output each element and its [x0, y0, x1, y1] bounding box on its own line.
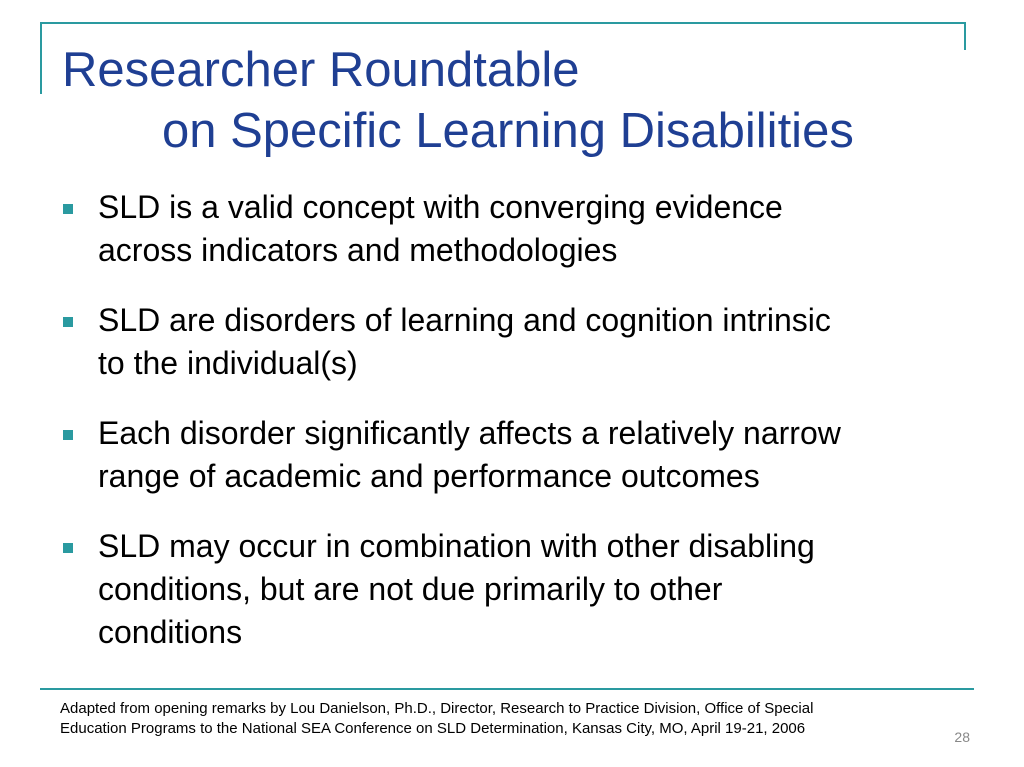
square-bullet-icon: [63, 543, 73, 553]
square-bullet-icon: [63, 317, 73, 327]
bullet-text-line: range of academic and performance outcomes: [98, 458, 760, 494]
frame-top-rule: [40, 22, 966, 24]
bullet-item: [62, 525, 982, 654]
bullet-text-line: to the individual(s): [98, 345, 358, 381]
footer-rule: [40, 688, 974, 690]
bullet-text-line: SLD is a valid concept with converging evidence: [98, 189, 783, 225]
footer-attribution: [60, 699, 940, 739]
slide-title-line-1: Researcher Roundtable: [62, 43, 580, 97]
bullet-text-line: conditions: [98, 614, 243, 650]
bullet-text-line: SLD are disorders of learning and cognition intrinsic: [98, 302, 831, 338]
bullet-text-line: conditions, but are not due primarily to other: [98, 571, 723, 607]
bullet-text-line: Each disorder significantly affects a relatively narrow: [98, 415, 841, 451]
bullet-item: [62, 412, 982, 498]
frame-left-rule: [40, 22, 42, 94]
bullet-list: [62, 186, 982, 681]
square-bullet-icon: [63, 204, 73, 214]
frame-right-rule: [964, 22, 966, 50]
bullet-text-line: SLD may occur in combination with other disabling: [98, 528, 815, 564]
page-number: 28: [954, 729, 970, 745]
bullet-item: [62, 186, 982, 272]
slide-title: [62, 40, 854, 162]
bullet-item: [62, 299, 982, 385]
footer-attribution-line-1: Adapted from opening remarks by Lou Danielson, Ph.D., Director, Research to Practice Division, Office of Special: [60, 700, 814, 717]
slide-title-line-2: on Specific Learning Disabilities: [162, 104, 854, 158]
bullet-text-line: across indicators and methodologies: [98, 232, 618, 268]
square-bullet-icon: [63, 430, 73, 440]
footer-attribution-line-2: Education Programs to the National SEA Conference on SLD Determination, Kansas City, MO, April 19-21, 2006: [60, 720, 806, 737]
